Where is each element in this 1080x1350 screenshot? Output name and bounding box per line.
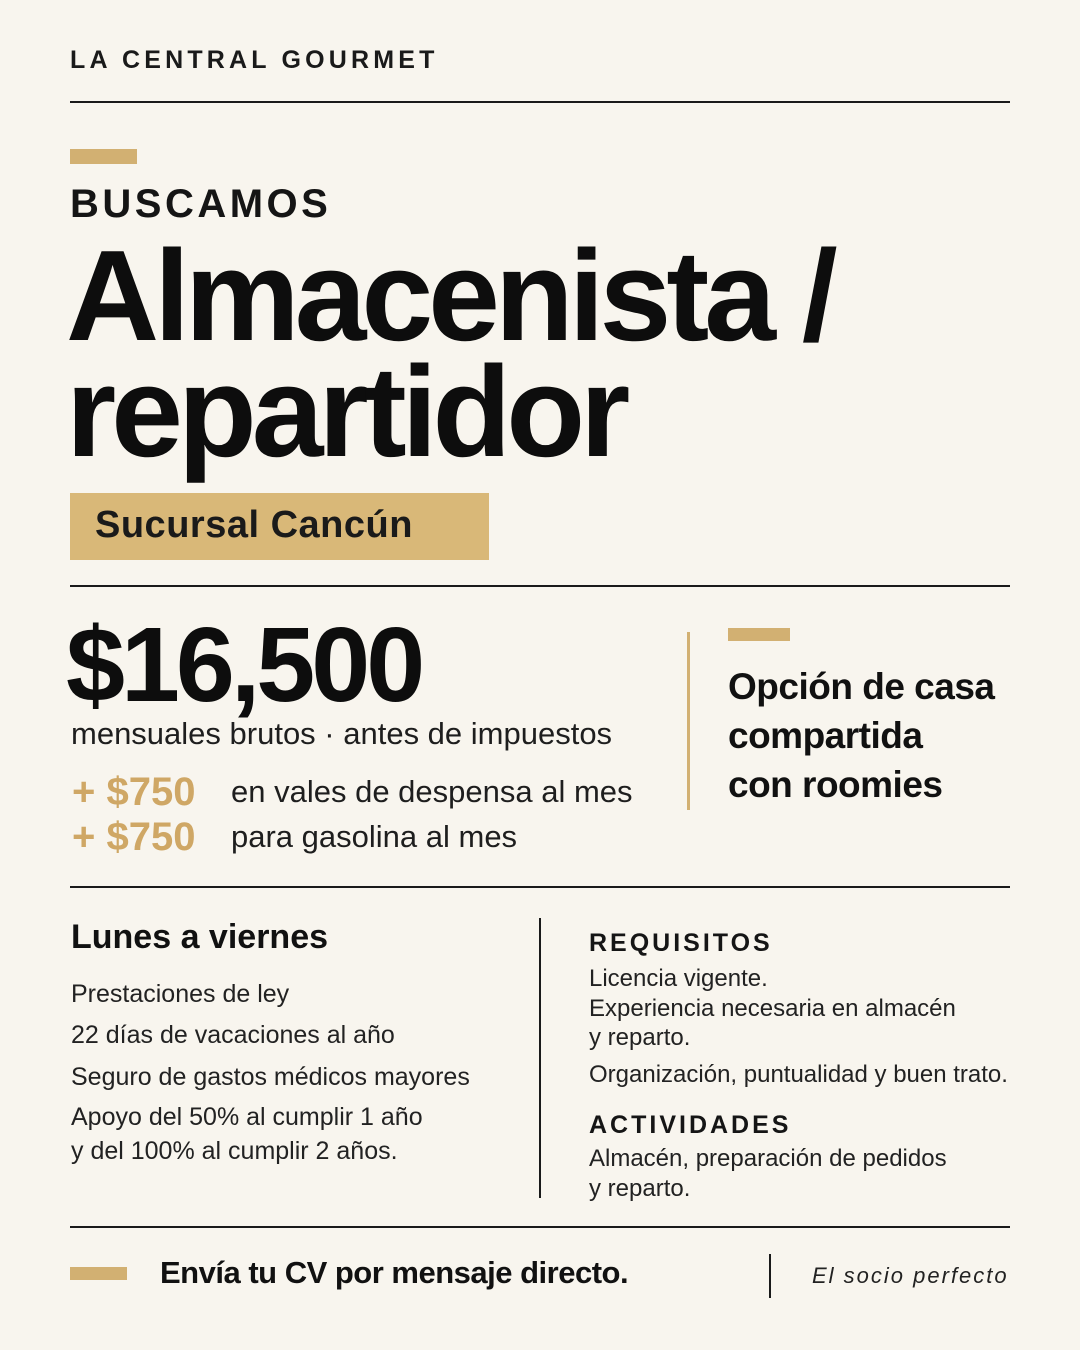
requirements-heading: REQUISITOS <box>589 929 773 957</box>
requirement-item: Licencia vigente. <box>589 965 768 992</box>
job-title-line-1: Almacenista / <box>66 224 833 368</box>
column-divider <box>539 918 541 1198</box>
housing-line-3: con roomies <box>728 764 943 805</box>
header-divider <box>70 101 1010 103</box>
salary-amount: $16,500 <box>66 606 422 724</box>
branch-badge <box>70 493 489 560</box>
footer-divider-vertical <box>769 1254 771 1298</box>
bonus-amount-gas: + $750 <box>72 815 196 859</box>
kicker-text: BUSCAMOS <box>70 182 332 226</box>
cta-text: Envía tu CV por mensaje directo. <box>160 1255 629 1290</box>
housing-line-1: Opción de casa <box>728 666 995 707</box>
requirement-item: y reparto. <box>589 1024 691 1051</box>
benefit-item: 22 días de vacaciones al año <box>71 1021 395 1049</box>
bonus-text-food: en vales de despensa al mes <box>231 774 633 809</box>
housing-divider <box>687 632 690 810</box>
brand-name: LA CENTRAL GOURMET <box>70 46 439 74</box>
housing-line-2: compartida <box>728 715 923 756</box>
salary-divider-top <box>70 585 1010 587</box>
benefit-item: Seguro de gastos médicos mayores <box>71 1063 470 1091</box>
benefit-item: y del 100% al cumplir 2 años. <box>71 1137 398 1165</box>
branch-label: Sucursal Cancún <box>95 504 413 546</box>
salary-note: mensuales brutos · antes de impuestos <box>71 716 613 751</box>
footer-accent-bar <box>70 1267 127 1280</box>
schedule-title: Lunes a viernes <box>71 918 329 956</box>
requirement-item: Organización, puntualidad y buen trato. <box>589 1061 1008 1088</box>
activity-item: y reparto. <box>589 1175 691 1202</box>
job-title <box>66 224 833 484</box>
activity-item: Almacén, preparación de pedidos <box>589 1145 947 1172</box>
footer-divider <box>70 1226 1010 1228</box>
requirement-item: Experiencia necesaria en almacén <box>589 995 956 1022</box>
benefit-item: Apoyo del 50% al cumplir 1 año <box>71 1103 423 1131</box>
details-divider-top <box>70 886 1010 888</box>
tagline: El socio perfecto <box>812 1263 1009 1288</box>
housing-option <box>728 662 1028 809</box>
bonus-amount-food: + $750 <box>72 770 196 814</box>
benefit-item: Prestaciones de ley <box>71 980 290 1008</box>
job-title-line-2: repartidor <box>66 340 626 484</box>
bonus-text-gas: para gasolina al mes <box>231 819 518 854</box>
activities-heading: ACTIVIDADES <box>589 1111 792 1139</box>
housing-accent-bar <box>728 628 790 641</box>
accent-bar <box>70 149 137 164</box>
